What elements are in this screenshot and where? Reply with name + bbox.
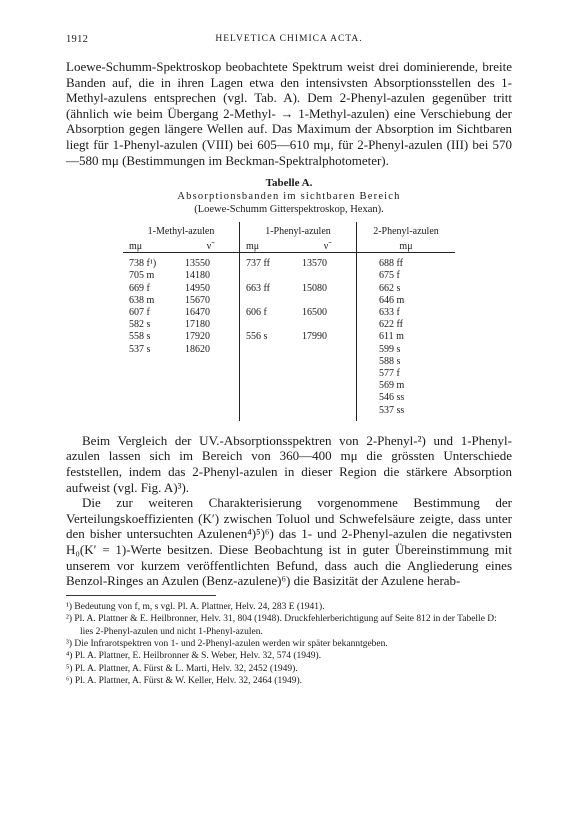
table-cell [240,356,297,368]
table-cell: 556 s [240,331,297,343]
table-cell [179,380,240,392]
table-cell [123,392,179,404]
footnote: ⁴) Pl. A. Plattner, E. Heilbronner & S. Weber, Helv. 32, 574 (1949). [66,651,322,662]
table-cell: 646 m [357,295,456,307]
table-cell [179,356,240,368]
table-row [123,270,455,282]
table-cell [179,368,240,380]
table-cell: 599 s [357,344,456,356]
table-cell: 18620 [185,343,210,355]
table-cell: 588 s [357,356,456,368]
table-row [123,356,455,368]
table-cell [240,344,297,356]
table-cell [296,319,357,331]
table-cell [296,344,357,356]
table-cell [240,270,297,282]
table-cell: 17920 [185,331,210,343]
table-cell [240,295,297,307]
table-cell: 738 f¹) [129,258,157,270]
table-cell: 569 m [357,380,456,392]
table-cell [296,295,357,307]
table-cell: 14180 [185,270,210,282]
table-cell: 15080 [302,282,327,294]
table-cell: 669 f [129,282,150,294]
table-cell: 622 ff [357,319,456,331]
unit-mu-header: mμ [240,237,297,253]
table-cell: 606 f [240,307,297,319]
table-title: Tabelle A. [265,177,313,190]
table-cell [296,368,357,380]
table-cell [123,356,179,368]
running-header [66,34,512,45]
page-number: 1912 [66,34,89,45]
table-cell: 582 s [129,319,151,331]
table-cell: 13570 [302,258,327,270]
table-cell: 662 s [357,283,456,295]
journal-page [66,34,512,688]
table-cell: 15670 [185,294,210,306]
table-cell: 633 f [357,307,456,319]
table-cell [240,380,297,392]
table-cell [296,392,357,404]
table-cell [179,392,240,404]
table-cell [123,405,179,421]
paragraph-3: Die zur weiteren Charakterisierung vorgenommene Bestimmung der Verteilungskoeffizienten (K′) zwischen Toluol und Schwefelsäure zeigte, dass unter den bisher untersuchten Azulenen⁴)⁵)⁶) das 1- und 2-Phenyl-azulen die negativsten H₀(K′ = 1)-Werte besitzen. Diese Beobachtung ist in guter Übereinstimmung mit unserem vor kurzem veröffentlichten Befund, dass auch die Angliederung eines Benzol-Ringes an Azulen (Benz-azulene)⁶) die Basizität der Azulene herab- [66,495,512,589]
table-cell: 638 m [129,294,155,306]
footnote: ¹) Bedeutung von f, m, s vgl. Pl. A. Plattner, Helv. 24, 283 E (1941). [66,601,325,612]
table-cell: 611 m [357,331,456,343]
table-cell [240,368,297,380]
table-row [123,319,455,331]
table-cell: 17180 [185,319,210,331]
table-row [123,405,455,421]
table-cell [296,405,357,421]
table-row [123,253,455,271]
footnote: ²) Pl. A. Plattner & E. Heilbronner, Helv. 31, 804 (1948). Druckfehlerberichtigung auf Seite 812 in der Tabelle D: lies 2-Phenyl-azulen und nicht 1-Phenyl-azulen. [66,614,497,637]
table-cell: 17990 [302,331,327,343]
table-caption [66,177,512,216]
table-subtitle: Absorptionsbanden im sichtbaren Bereich [177,191,401,203]
table-cell: 577 f [357,368,456,380]
table-row [123,331,455,343]
table-cell [123,368,179,380]
table-row [123,344,455,356]
table-row [123,295,455,307]
table-row [123,380,455,392]
table-cell: 705 m [129,270,155,282]
table-cell [296,270,357,282]
unit-mu-header: mμ [357,237,456,253]
group-header-1-phenyl: 1-Phenyl-azulen [240,222,357,237]
table-row [123,392,455,404]
footnote: ³) Die Infrarotspektren von 1- und 2-Phenyl-azulen werden wir später bekanntgeben. [66,638,388,649]
journal-title: HELVETICA CHIMICA ACTA. [215,34,363,44]
table-cell: 558 s [129,331,151,343]
table-cell [179,405,240,421]
table-cell: 607 f [129,306,150,318]
table-cell: 14950 [185,282,210,294]
table-row [123,368,455,380]
absorption-table [123,222,455,421]
unit-nu-header: ν̃ [296,237,357,253]
table-cell [296,356,357,368]
unit-nu-header: ν̃ [179,237,240,253]
table-cell: 663 ff [240,283,297,295]
unit-mu-header: mμ [123,237,179,253]
group-header-1-methyl: 1-Methyl-azulen [147,226,215,238]
table-cell: 16500 [302,306,327,318]
table-cell: 675 f [357,270,456,282]
table-cell: 537 ss [357,405,456,421]
table-cell [240,405,297,421]
table-row [123,283,455,295]
footnotes [66,601,512,688]
table-row [123,307,455,319]
table-cell [123,380,179,392]
footnote-rule [66,595,216,596]
table-cell [240,319,297,331]
paragraph-1: Loewe-Schumm-Spektroskop beobachtete Spektrum weist drei dominierende, breite Banden auf, die in ihren Lagen etwa den intensivsten Absorptionsstellen des 1-Methyl-azulens entsprechen (vgl. Tab. A). Dem 2-Phenyl-azulen gegenüber tritt (ähnlich wie beim Übergang 2-Methyl- → 1-Methyl-azulen) eine Verschiebung der Absorption gegen längere Wellen auf. Das Maximum der Absorption im Sichtbaren liegt für 1-Phenyl-azulen (VIII) bei 605—610 mμ, für 2-Phenyl-azulen (III) bei 570—580 mμ (Bestimmungen im Beckman-Spektralphotometer). [66,59,512,168]
table-cell [240,392,297,404]
table-cell: 537 s [129,343,151,355]
table-note: (Loewe-Schumm Gitterspektroskop, Hexan). [194,204,384,216]
paragraph-2: Beim Vergleich der UV.-Absorptionsspektren von 2-Phenyl-²) und 1-Phenyl-azulen lassen sich im Bereich von 360—400 mμ die grössten Unterschiede feststellen, indem das 2-Phenyl-azulen in dieser Region die stärkere Absorption aufweist (vgl. Fig. A)³). [66,432,512,495]
table-cell: 13550 [185,258,210,270]
table-cell: 737 ff [240,253,297,271]
table-cell [296,380,357,392]
footnote: ⁶) Pl. A. Plattner, A. Fürst & W. Keller, Helv. 32, 2464 (1949). [66,676,302,687]
table-cell: 16470 [185,306,210,318]
table-cell: 688 ff [357,253,456,271]
group-header-2-phenyl: 2-Phenyl-azulen [357,222,456,237]
table-cell: 546 ss [357,392,456,404]
footnote: ⁵) Pl. A. Plattner, A. Fürst & L. Marti, Helv. 32, 2452 (1949). [66,663,298,674]
